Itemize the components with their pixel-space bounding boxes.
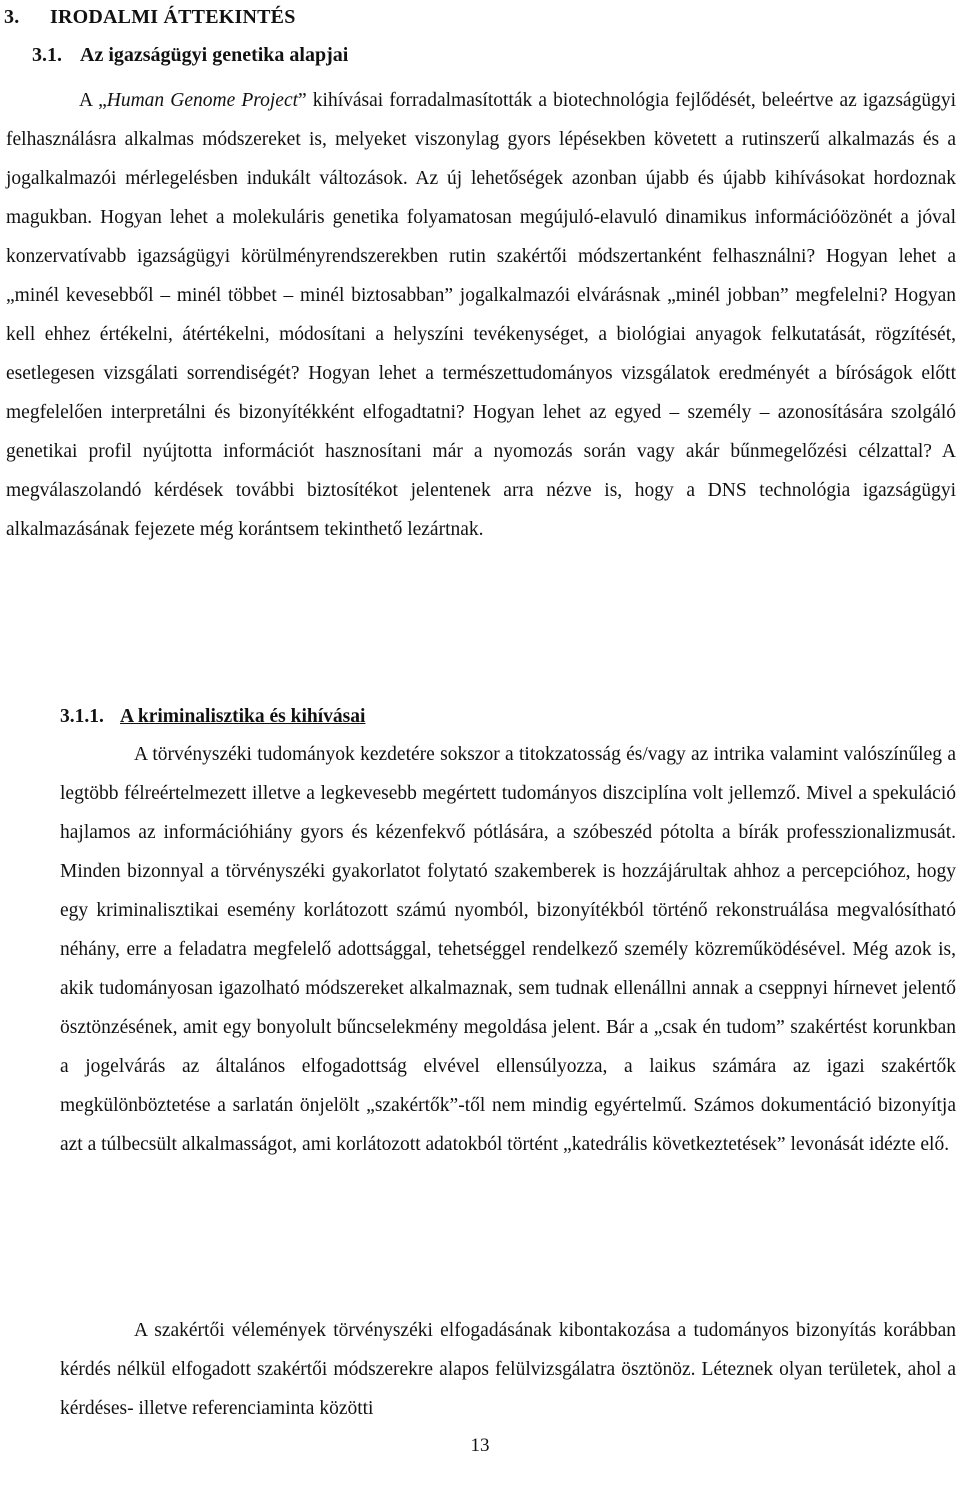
subsection-number: 3.1. bbox=[32, 44, 62, 66]
paragraph-expert-opinions: A szakértői vélemények törvényszéki elfogadásának kibontakozása a tudományos bizonyítás korábban kérdés nélkül elfogadott szakértői módszerekre alapos felülvizsgálatra ösztönöz. Léteznek olyan területek, ahol a kérdéses- illetve referenciaminta közötti bbox=[60, 1320, 956, 1419]
section-number: 3. bbox=[4, 6, 20, 28]
subsection-heading bbox=[32, 40, 348, 70]
subsubsection-number: 3.1.1. bbox=[60, 706, 104, 727]
human-genome-project-title: Human Genome Project bbox=[106, 90, 299, 111]
section-title: IRODALMI ÁTTEKINTÉS bbox=[50, 6, 296, 28]
paragraph-intro-body: ” kihívásai forradalmasították a biotechnológia fejlődését, beleértve az igazságügyi felhasználásra alkalmas módszereket is, melyeket viszonylag gyors lépésekben követett a rutinszerű alkalmazás és a jogalkalmazói mérlegelésben indukált változások. Az új lehetőségek azonban újabb és újabb kihívásokat hordoznak magukban. Hogyan lehet a molekuláris genetika folyamatosan megújuló-elavuló dinamikus információözönét a jóval konzervatívabb igazságügyi körülményrendszerekben rutin szakértői módszertanként felhasználni? Hogyan lehet a „minél kevesebből – minél többet – minél biztosabban” jogalkalmazói elvárásnak „minél jobban” megfelelni? Hogyan kell ehhez értékelni, átértékelni, módosítani a helyszíni tevékenységet, a biológiai anyagok felkutatását, rögzítését, esetlegesen vizsgálati sorrendiségét? Hogyan lehet a természettudományos vizsgálatok eredményét a bíróságok előtt megfelelően interpretálni és bizonyítékként elfogadtatni? Hogyan lehet az egyed – személy – azonosítására szolgáló genetikai profil nyújtotta információt hasznosítani már a nyomozás során vagy akár bűnmegelőzési célzattal? A megválaszolandó kérdések további biztosítékot jelentenek arra nézve is, hogy a DNS technológia igazságügyi alkalmazásának fejezete még korántsem tekinthető lezártnak. bbox=[6, 90, 956, 540]
subsubsection-title: A kriminalisztika és kihívásai bbox=[120, 706, 366, 727]
subsubsection-heading bbox=[60, 702, 365, 732]
paragraph-intro-lead: A „ bbox=[79, 90, 107, 111]
page-number: 13 bbox=[470, 1435, 490, 1456]
paragraph-intro bbox=[6, 81, 956, 549]
section-heading bbox=[4, 2, 296, 32]
paragraph-criminalistics: A törvényszéki tudományok kezdetére sokszor a titokzatosság és/vagy az intrika valamint valószínűleg a legtöbb félreértelmezett illetve a legkevesebb megértett tudományos diszciplína volt jellemző. Mivel a spekuláció hajlamos az információhiány gyors és kézenfekvő pótlására, a szóbeszéd pótolta a bírák professzionalizmusát. Minden bizonnyal a törvényszéki gyakorlatot folytató szakemberek is hozzájárultak ahhoz a percepcióhoz, hogy egy kriminalisztikai esemény korlátozott számú nyomból, bizonyítékból történő rekonstruálása megvalósítható néhány, erre a feladatra megfelelő adottsággal, tehetséggel rendelkező személy közreműködésével. Még azok is, akik tudományosan igazolható módszereket alkalmaznak, sem tudnak ellenállni annak a cseppnyi hírnevet jelentő ösztönzésének, amit egy bonyolult bűncselekmény megoldása jelent. Bár a „csak én tudom” szakértést korunkban a jogelvárás az általános elfogadottság elvével ellensúlyozza, a laikus számára az igazi szakértők megkülönböztetése a sarlatán önjelölt „szakértők”-től nem mindig egyértelmű. Számos dokumentáció bizonyítja azt a túlbecsült alkalmasságot, ami korlátozott adatokból történt „katedrális következtetések” levonását idézte elő. bbox=[60, 744, 956, 1155]
subsection-title: Az igazságügyi genetika alapjai bbox=[80, 44, 349, 66]
